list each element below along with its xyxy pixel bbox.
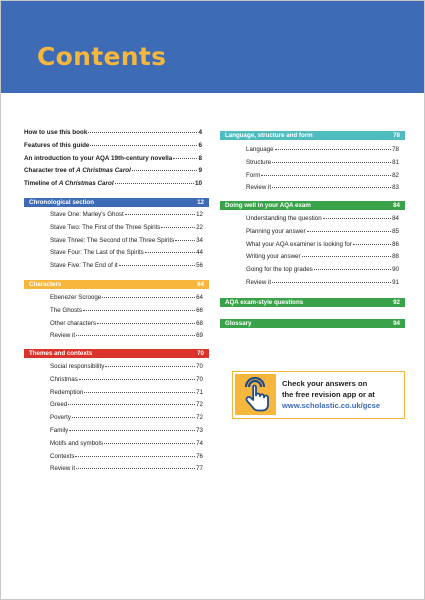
entry-page: 72 [196,414,203,422]
callout-line-1: Check your answers on [282,379,368,388]
entry-label: Stave Five: The End of it [50,262,118,270]
tap-hand-graphic [239,377,273,413]
entry-label: Review it [246,184,272,192]
dot-leader [161,227,195,228]
entry-page: 69 [196,332,203,340]
toc-entry[interactable] [50,295,203,308]
entry-label: Understanding the question [246,215,322,222]
entry-page: 56 [196,262,203,270]
dot-leader [132,170,198,171]
toc-entry[interactable] [24,130,202,143]
toc-entry[interactable] [50,428,203,441]
dot-leader [79,379,195,380]
dot-leader [75,456,195,457]
dot-leader [314,269,391,270]
toc-entry[interactable] [50,390,203,403]
dot-leader [173,158,197,159]
section-page: 94 [393,320,400,327]
themes-items [50,364,203,479]
dot-leader [261,175,391,176]
section-header-chronological[interactable] [24,198,209,207]
exam-items [246,216,399,293]
entry-label: Stave One: Marley's Ghost [50,211,124,218]
toc-entry[interactable] [246,229,399,242]
entry-label: Language [246,146,274,153]
entry-label: Stave Four: The Last of the Spirits [50,249,144,257]
toc-entry[interactable] [50,308,203,321]
entry-label: How to use this book [24,129,88,136]
entry-page: 12 [196,211,203,218]
dot-leader [115,183,194,184]
section-header-characters[interactable] [24,280,209,289]
dot-leader [68,404,195,405]
entry-page: 74 [196,439,203,447]
entry-page: 72 [196,401,203,409]
toc-entry[interactable] [50,402,203,415]
dot-leader [72,417,195,418]
entry-page: 44 [196,249,203,257]
dot-leader [83,310,195,311]
entry-label: Review it [50,332,76,340]
entry-label: An introduction to your AQA 19th-century novella [24,154,173,162]
characters-items [50,295,203,346]
dot-leader [272,162,391,163]
entry-label: Review it [246,278,272,286]
entry-label: Redemption [50,388,84,396]
toc-entry[interactable] [246,147,399,160]
entry-page: 70 [196,363,203,370]
entry-page: 83 [392,184,399,192]
dot-leader [97,323,195,324]
entry-page: 77 [196,465,203,473]
dot-leader [102,297,195,298]
dot-leader [145,252,195,253]
entry-label: The Ghosts [50,306,82,314]
toc-entry[interactable] [50,263,203,276]
toc-entry[interactable] [246,216,399,229]
entry-page: 10 [194,180,202,188]
dot-leader [104,443,195,444]
entry-page: 9 [198,167,202,175]
dot-leader [105,366,195,367]
section-title: Characters [29,281,62,288]
chronological-items [50,212,203,276]
entry-label: Writing your answer [246,253,301,261]
entry-label: Contexts [50,452,75,460]
dot-leader [88,132,197,133]
dot-leader [353,244,391,245]
section-page: 78 [393,132,400,139]
entry-page: 8 [198,154,202,162]
entry-page: 71 [196,388,203,396]
entry-label: Stave Two: The First of the Three Spirits [50,223,161,231]
toc-entry[interactable] [24,181,202,194]
entry-label: Review it [50,465,76,473]
entry-label: Planning your answer [246,227,306,235]
entry-page: 76 [196,452,203,460]
entry-label: Greed [50,401,68,409]
dot-leader [90,145,197,146]
section-header-language[interactable] [220,131,405,140]
toc-entry[interactable] [50,333,203,346]
section-title: Glossary [225,320,252,327]
section-title: Language, structure and form [225,132,313,139]
entry-label: What your AQA examiner is looking for [246,240,352,248]
section-header-themes[interactable] [24,349,209,358]
toc-entry[interactable] [50,212,203,225]
dot-leader [76,335,195,336]
toc-entry[interactable] [50,466,203,479]
callout-text [282,378,402,411]
novel-title: A Christmas Carol [58,180,114,188]
section-title: Doing well in your AQA exam [225,202,311,209]
entry-label: Other characters [50,319,97,327]
toc-entry[interactable] [50,377,203,390]
entry-page: 82 [392,171,399,179]
entry-label: Motifs and symbols [50,439,103,447]
dot-leader [84,392,195,393]
dot-leader [76,468,195,469]
entry-page: 84 [392,215,399,222]
section-page: 84 [393,202,400,209]
entry-page: 91 [392,278,399,286]
entry-label: Timeline of A Christmas Carol [24,180,114,188]
dot-leader [69,430,195,431]
toc-entry[interactable] [24,143,202,156]
toc-entry[interactable] [246,185,399,198]
entry-page: 64 [196,294,203,301]
entry-label: Christmas [50,375,78,383]
dot-leader [307,231,392,232]
callout-link[interactable]: www.scholastic.co.uk/gcse [282,401,381,410]
entry-label: Form [246,171,261,179]
tap-hand-icon [235,374,276,415]
dot-leader [272,187,391,188]
section-page: 70 [197,350,204,357]
entry-page: 70 [196,375,203,383]
toc-entry[interactable] [50,364,203,377]
section-header-exam-questions[interactable] [220,298,405,307]
entry-label: Poverty [50,414,71,422]
dot-leader [119,265,195,266]
section-title: Chronological section [29,199,94,206]
entry-page: 81 [392,158,399,166]
intro-list [24,130,202,194]
toc-entry[interactable] [50,441,203,454]
novel-title: A Christmas Carol [76,167,131,175]
toc-entry[interactable] [246,160,399,173]
dot-leader [323,218,391,219]
section-title: AQA exam-style questions [225,299,304,306]
entry-page: 86 [392,240,399,248]
entry-label: Going for the top grades [246,266,313,274]
toc-entry[interactable] [246,280,399,293]
entry-page: 66 [196,306,203,314]
entry-label: Features of this guide [24,141,90,149]
callout-line-2: the free revision app or at [282,390,375,399]
entry-label: Ebenezer Scrooge [50,294,102,301]
entry-page: 22 [196,223,203,231]
toc-entry[interactable] [50,225,203,238]
toc-entry[interactable] [50,415,203,428]
dot-leader [302,256,392,257]
section-page: 92 [393,299,400,306]
dot-leader [275,149,392,150]
entry-label: Social responsibility [50,363,105,370]
section-header-exam[interactable] [220,201,405,210]
section-page: 12 [197,199,204,206]
entry-label: Stave Three: The Second of the Three Spirits [50,236,175,244]
entry-label: Character tree of A Christmas Carol [24,167,131,175]
entry-label: Family [50,426,69,434]
entry-page: 85 [392,227,399,235]
entry-page: 34 [196,236,203,244]
revision-app-callout[interactable] [232,371,405,419]
dot-leader [175,240,195,241]
entry-label: Structure [246,158,272,166]
entry-page: 90 [392,266,399,274]
dot-leader [272,282,391,283]
language-items [246,147,399,198]
entry-page: 68 [196,319,203,327]
entry-page: 4 [198,129,202,136]
section-title: Themes and contexts [29,350,93,357]
entry-page: 6 [198,141,202,149]
entry-page: 88 [392,253,399,261]
section-page: 64 [197,281,204,288]
section-header-glossary[interactable] [220,319,405,328]
entry-page: 73 [196,426,203,434]
page-title: Contents [37,42,167,71]
dot-leader [125,214,195,215]
entry-page: 78 [392,146,399,153]
